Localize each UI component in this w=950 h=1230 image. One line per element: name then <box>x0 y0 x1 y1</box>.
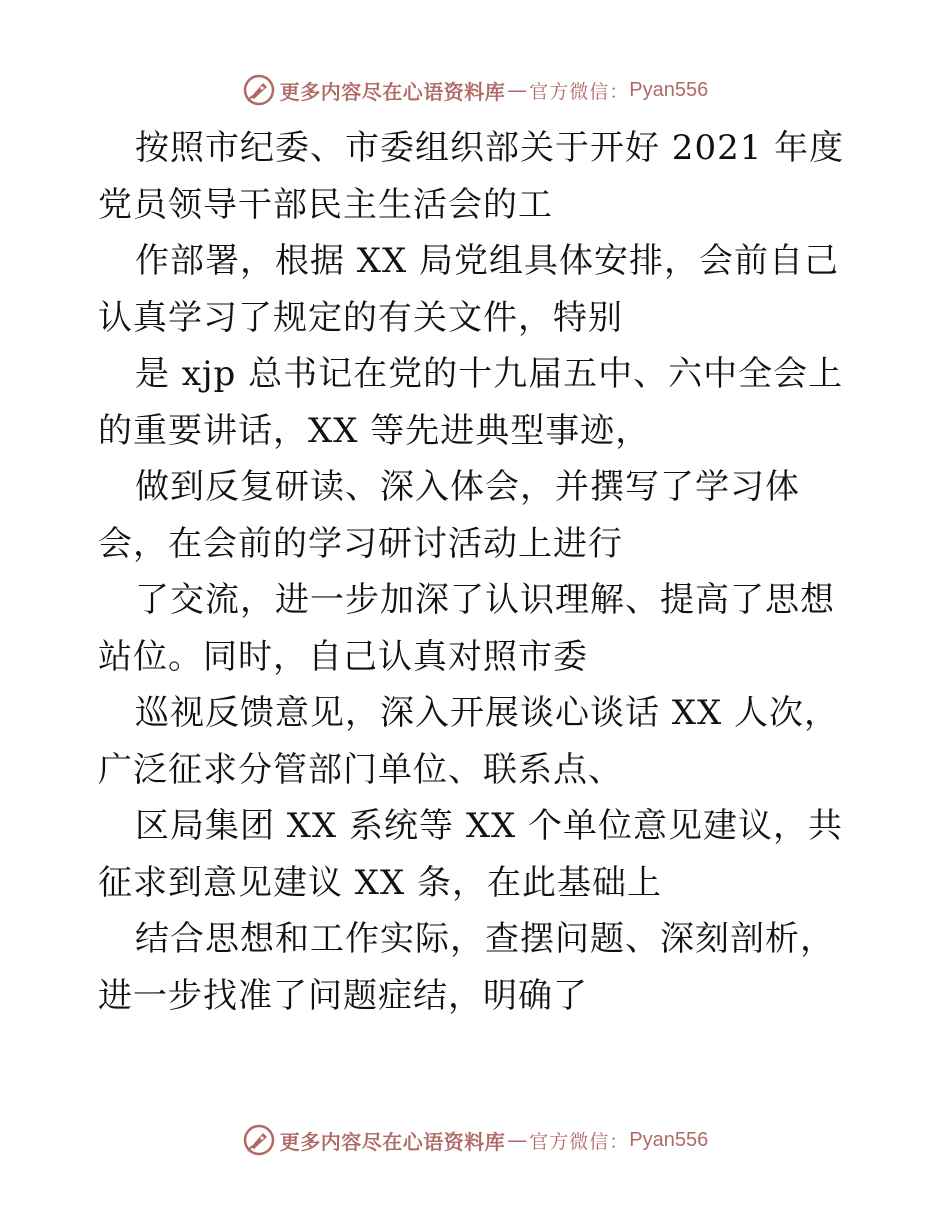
paragraph: 作部署，根据 XX 局党组具体安排，会前自己认真学习了规定的有关文件，特别 <box>98 241 840 338</box>
paragraph: 结合思想和工作实际，查摆问题、深刻剖析，进一步找准了问题症结，明确了 <box>98 919 835 1016</box>
paragraph: 区局集团 XX 系统等 XX 个单位意见建议，共征求到意见建议 XX 条，在此基础上 <box>98 806 844 903</box>
paragraph: 是 xjp 总书记在党的十九届五中、六中全会上的重要讲话，XX 等先进典型事迹， <box>98 354 844 451</box>
header-wechat-id: Pyan556 <box>629 78 709 101</box>
pen-nib-logo-icon <box>242 1123 276 1157</box>
footer-wechat-id: Pyan556 <box>629 1128 709 1151</box>
paragraph: 做到反复研读、深入体会，并撰写了学习体会，在会前的学习研讨活动上进行 <box>98 467 800 564</box>
pen-nib-logo-icon <box>242 73 276 107</box>
footer-wechat-label: 官方微信： <box>529 1130 630 1153</box>
footer-separator: — <box>507 1128 528 1152</box>
paragraph: 按照市纪委、市委组织部关于开好 2021 年度党员领导干部民主生活会的工 <box>98 128 845 225</box>
footer-banner <box>0 1120 950 1160</box>
document-body <box>98 120 858 1024</box>
header-wechat-label: 官方微信： <box>529 80 630 103</box>
header-brand-text: 更多内容尽在心语资料库 <box>279 79 506 104</box>
header-separator: — <box>507 78 528 102</box>
paragraph: 巡视反馈意见，深入开展谈心谈话 XX 人次，广泛征求分管部门单位、联系点、 <box>98 693 840 790</box>
header-banner <box>0 70 950 110</box>
paragraph: 了交流，进一步加深了认识理解、提高了思想站位。同时，自己认真对照市委 <box>98 580 835 677</box>
footer-brand-text: 更多内容尽在心语资料库 <box>279 1129 506 1154</box>
